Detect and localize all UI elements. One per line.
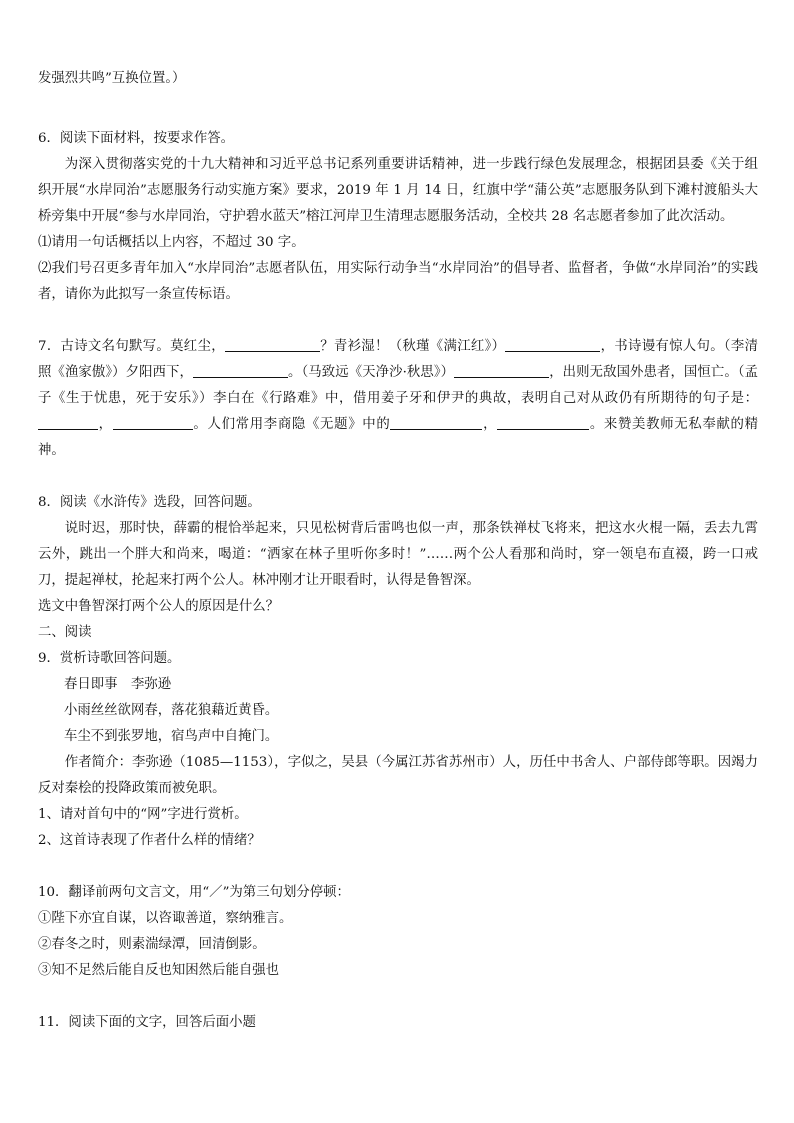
q7-text-9: 。来赞美教师无私奉献的精神。 — [38, 417, 759, 458]
q7-blank-1[interactable] — [225, 335, 320, 352]
q7-text-4: 。（马致远《天净沙·秋思》） — [287, 365, 455, 380]
q10-title: 10．翻译前两句文言文，用“／”为第三句划分停顿： — [38, 885, 350, 900]
q9-sub1: 1、请对首句中的“网”字进行赏析。 — [38, 807, 248, 822]
q6-sub1: ⑴请用一句话概括以上内容，不超过 30 字。 — [38, 235, 305, 250]
q7-blank-6[interactable] — [113, 413, 193, 430]
q7-blank-8[interactable] — [497, 413, 589, 430]
section-heading: 二、阅读 — [38, 625, 92, 640]
q7-blank-3[interactable] — [193, 361, 288, 378]
q11-title: 11．阅读下面的文字，回答后面小题 — [38, 1015, 256, 1030]
q9-author-note: 作者简介：李弥逊（1085—1153），字似之，吴县（今属江苏省苏州市）人，历任中书舍人、户部侍郎等职。因竭力反对秦桧的投降政策而被免职。 — [38, 755, 758, 796]
q9-poem-title: 春日即事 李弥逊 — [64, 677, 172, 692]
q6-sub2: ⑵我们号召更多青年加入“水岸同治”志愿者队伍，用实际行动争当“水岸同治”的倡导者、监督者，争做“水岸同治”的实践者，请你为此拟写一条宣传标语。 — [38, 261, 758, 302]
q7-text-7: 。人们常用李商隐《无题》中的 — [192, 417, 391, 432]
q7-text-1: 7．古诗文名句默写。莫红尘， — [38, 339, 225, 354]
q6-paragraph: 为深入贯彻落实党的十九大精神和习近平总书记系列重要讲话精神，进一步践行绿色发展理念，根据团县委《关于组织开展“水岸同治”志愿服务行动实施方案》要求，2019 年 1 月 14 日，红旗中学“蒲公英”志愿服务队到下滩村渡船头大桥旁集中开展“参与水岸同治，守护碧水蓝天”榕江河岸卫生清理志愿服务活动，全校共 28 名志愿者参加了此次活动。 — [38, 157, 758, 224]
q9-title: 9．赏析诗歌回答问题。 — [38, 651, 181, 666]
q9-poem-line-1: 小雨丝丝欲网春，落花狼藉近黄昏。 — [64, 703, 279, 718]
exam-page — [38, 66, 758, 1036]
q7-blank-7[interactable] — [390, 413, 482, 430]
q8-question: 选文中鲁智深打两个公人的原因是什么？ — [38, 599, 280, 614]
q7-blank-2[interactable] — [505, 335, 600, 352]
q8-paragraph: 说时迟，那时快，薛霸的棍恰举起来，只见松树背后雷鸣也似一声，那条铁禅杖飞将来，把这水火棍一隔，丢去九霄云外，跳出一个胖大和尚来，喝道：“洒家在林子里听你多时！”……两个公人看那和尚时，穿一领皂布直裰，跨一口戒刀，提起禅杖，抡起来打两个公人。林冲刚才让开眼看时，认得是鲁智深。 — [38, 521, 758, 588]
q10-sentence-1: ①陛下亦宜自谋，以咨诹善道，察纳雅言。 — [38, 911, 293, 926]
q7-blank-4[interactable] — [454, 361, 549, 378]
intro-line: 发强烈共鸣”互换位置。） — [38, 71, 186, 86]
q7-text-5: ，出则无敌国外患者，国恒亡。（孟子《生于忧患，死于安乐》）李白在《行路难》中，借用姜子牙和伊尹的典故，表明自己对从政仍有所期待的句子是： — [38, 365, 758, 406]
q7-text-2: ？青衫湿！（秋瑾《满江红》） — [319, 339, 506, 354]
q7-text-8: ， — [482, 417, 498, 432]
q9-sub2: 2、这首诗表现了作者什么样的情绪？ — [38, 833, 261, 848]
q7-text-6: ， — [98, 417, 113, 432]
q10-sentence-2: ②春冬之时，则素湍绿潭，回清倒影。 — [38, 937, 266, 952]
q7-paragraph — [38, 334, 758, 464]
q6-title: 6．阅读下面材料，按要求作答。 — [38, 131, 234, 146]
q10-sentence-3: ③知不足然后能自反也知困然后能自强也 — [38, 963, 280, 978]
q9-poem-line-2: 车尘不到张罗地，宿鸟声中自掩门。 — [64, 729, 279, 744]
q7-text-3: ，书诗谩有惊人句。（李清照《渔家傲》）夕阳西下， — [38, 339, 758, 380]
q8-title: 8．阅读《水浒传》选段，回答问题。 — [38, 495, 261, 510]
q7-blank-5[interactable] — [38, 413, 98, 430]
